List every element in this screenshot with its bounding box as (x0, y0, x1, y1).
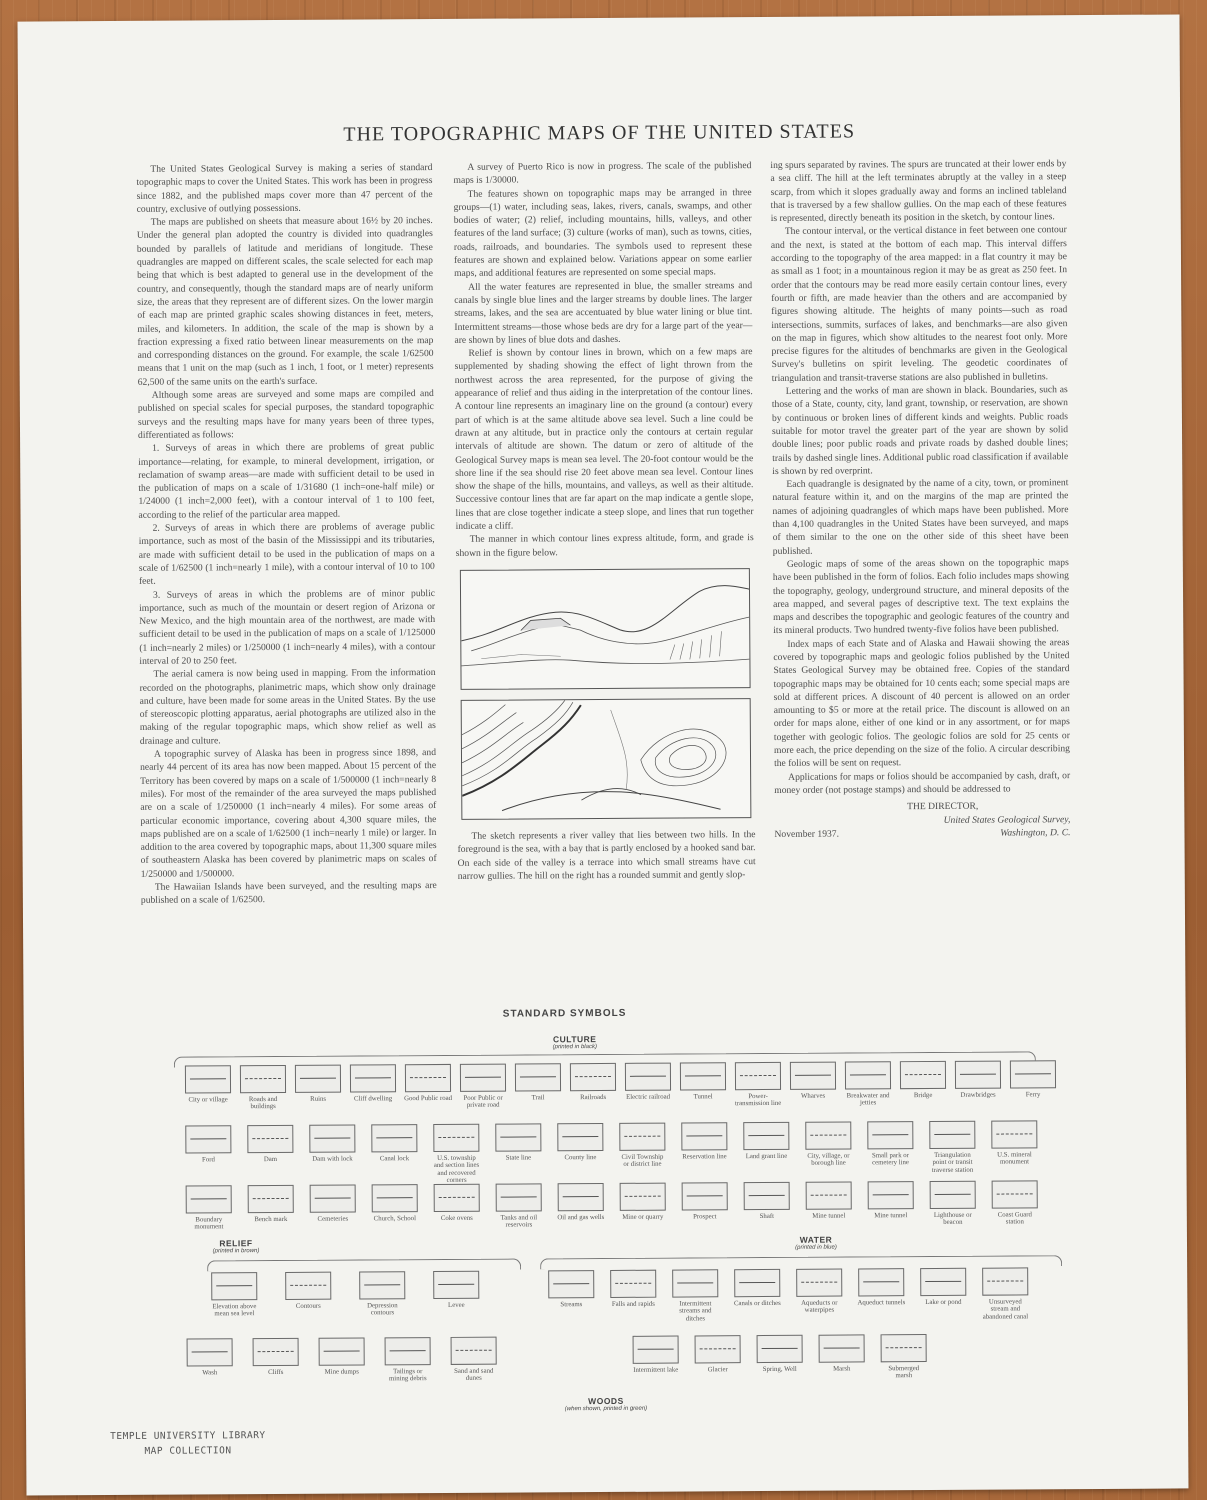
standard-symbols-heading: STANDARD SYMBOLS (502, 1007, 627, 1020)
paragraph: Each quadrangle is designated by the name of a city, town, or prominent natural feature within it, and on the margins of the map are printed the names of adjoining quadrangles of which maps have been published. More than 4,100 quadrangles in the United States have been surveyed, and maps of them similar to the one on the other side of this sheet have been published. (772, 477, 1069, 557)
map-symbol (371, 1184, 419, 1223)
paragraph: The United States Geological Survey is making a series of standard topographic maps to cover the United States. This work has been in progress since 1882, and the published maps cover more than 47 percent of the country, exclusive of outlying possessions. (136, 162, 433, 215)
map-symbol (681, 1182, 729, 1221)
symbol-label: City or village (188, 1096, 228, 1104)
symbol-swatch (319, 1337, 365, 1365)
symbol-swatch (681, 1122, 727, 1150)
symbol-label: Canal lock (379, 1155, 410, 1163)
map-symbol (991, 1180, 1039, 1226)
symbol-swatch (309, 1125, 355, 1153)
map-symbol (239, 1065, 287, 1111)
symbol-swatch (285, 1272, 331, 1300)
paragraph: The manner in which contour lines express altitude, form, and grade is shown in the figure below. (455, 532, 754, 559)
map-symbol (252, 1338, 300, 1377)
symbol-swatch (460, 1064, 506, 1092)
map-symbol (569, 1063, 617, 1102)
map-symbol (514, 1063, 562, 1102)
symbol-swatch (806, 1181, 852, 1209)
map-symbol (624, 1063, 672, 1102)
symbol-label: Land grant line (745, 1152, 788, 1161)
symbol-label: Unsurveyed stream and abandoned canal (982, 1298, 1029, 1321)
symbol-label: Mine or quarry (622, 1213, 664, 1221)
symbol-label: City, village, or borough line (807, 1152, 850, 1168)
symbol-swatch (186, 1185, 232, 1213)
symbol-swatch (211, 1272, 257, 1300)
symbol-label: Ruins (310, 1095, 327, 1103)
map-symbol (742, 1122, 790, 1161)
map-symbol (880, 1334, 928, 1380)
signature-heading: THE DIRECTOR, (907, 800, 979, 813)
symbol-swatch (557, 1123, 603, 1151)
symbol-swatch (633, 1336, 679, 1364)
symbol-swatch (372, 1184, 418, 1212)
map-symbol (184, 1125, 232, 1164)
map-symbol (557, 1183, 605, 1222)
symbol-label: Glacier (707, 1366, 728, 1374)
paragraph: All the water features are represented in blue, the smaller streams and canals by single blue lines and the larger streams by double lines. The larger streams, lakes, and the sea are accentuated by blue water lining or blue tint. Intermittent streams—those whose beds are dry for a large part of the year—are shown by lines of blue dots and dashes. (454, 279, 753, 346)
paragraph: The aerial camera is now being used in mapping. From the information recorded on the photographs, planimetric maps, which show only drainage and culture, have been made for some areas in the United States. By the use of stereoscopic plotting apparatus, aerial photographs are utilized also in the making of the regular topographic maps, which show relief as well as drainage and culture. (139, 667, 436, 747)
symbol-swatch (982, 1267, 1028, 1295)
symbol-swatch (515, 1063, 561, 1091)
map-symbol (294, 1065, 342, 1104)
symbol-label: Tailings or mining debris (388, 1368, 427, 1383)
symbol-label: Aqueducts or waterpipes (801, 1299, 838, 1315)
symbol-swatch (744, 1182, 790, 1210)
symbol-swatch (796, 1269, 842, 1297)
water-heading: WATER (799, 1234, 833, 1245)
symbol-label: Shaft (759, 1212, 775, 1221)
symbol-label: Bench mark (254, 1215, 288, 1224)
symbol-label: Oil and gas wells (557, 1214, 605, 1222)
paragraph: A topographic survey of Alaska has been in progress since 1898, and nearly 44 percent of its area has now been mapped. About 15 percent of the Territory has been covered by maps on a scale of 1/500000 (1 inch=nearly 8 miles). For most of the remainder of the area surveyed the maps published are on a scale of 1/250000 (1 inch=nearly 4 miles). For some areas of particular economic importance, covering about 4,300 square miles, the maps published are on a scale of 1/62500 (1 inch=nearly 1 mile) or larger. In addition to the area covered by topographic maps, about 11,300 square miles of southeastern Alaska has been covered by planimetric maps on scales of 1/250000 and 1/500000. (140, 747, 437, 880)
symbol-swatch (991, 1120, 1037, 1148)
symbol-label: Tanks and oil reservoirs (500, 1214, 538, 1230)
symbol-swatch (680, 1062, 726, 1090)
symbol-swatch (735, 1062, 781, 1090)
paragraph: Although some areas are surveyed and some maps are compiled and published on special scales for special purposes, the standard topographic surveys and the resulting maps have for many years been of three types, differentiated as follows: (137, 388, 434, 441)
woods-heading: WOODS (588, 1395, 624, 1407)
signature-row (774, 826, 1070, 841)
symbol-label: Power-transmission line (734, 1092, 782, 1108)
signature-date: November 1937. (774, 828, 840, 840)
symbol-label: Triangulation point or transit traverse station (931, 1151, 974, 1174)
symbol-label: Prospect (693, 1213, 717, 1221)
paragraph: The sketch represents a river valley that lies between two hills. In the foreground is the sea, with a bay that is partly enclosed by a hooked sand bar. On each side of the valley is a terrace into which small streams have cut narrow gullies. The hill on the right has a rounded summit and gently slop- (457, 828, 756, 882)
map-symbol (734, 1062, 782, 1108)
map-symbol (756, 1335, 804, 1374)
symbol-label: Elevation above mean sea level (212, 1303, 257, 1318)
symbol-swatch (433, 1124, 479, 1152)
symbol-swatch (570, 1063, 616, 1091)
map-symbol (184, 1065, 232, 1104)
page-title: THE TOPOGRAPHIC MAPS OF THE UNITED STATES (343, 120, 856, 146)
symbol-label: Railroads (580, 1093, 607, 1102)
symbol-swatch (625, 1063, 671, 1091)
relief-bracket (207, 1259, 521, 1272)
symbol-label: Intermittent lake (633, 1366, 679, 1374)
map-symbol (349, 1064, 397, 1103)
symbol-swatch (548, 1270, 594, 1298)
symbol-swatch (819, 1334, 865, 1362)
symbol-label: Ford (202, 1156, 215, 1164)
symbol-swatch (734, 1269, 780, 1297)
symbol-label: Tunnel (693, 1093, 713, 1101)
symbol-label: Depression contours (367, 1302, 398, 1317)
map-symbol (844, 1061, 892, 1107)
symbol-label: Cliffs (268, 1368, 284, 1377)
symbol-swatch (619, 1123, 665, 1151)
map-symbol (547, 1270, 595, 1309)
paragraph: Lettering and the works of man are shown in black. Boundaries, such as those of a State, county, city, land grant, township, or reservation, are shown by continuous or broken lines of different kinds and weights. Public roads suitable for motor travel the greater part of the year are shown by solid double lines; poor public roads and private roads by dashed double lines; trails by dashed single lines. Additional public road classification if available is shown by red overprint. (771, 384, 1069, 477)
symbol-label: County line (564, 1154, 597, 1162)
symbol-swatch (434, 1184, 480, 1212)
culture-heading: CULTURE (552, 1034, 597, 1045)
map-symbol (981, 1267, 1029, 1321)
symbol-swatch (253, 1338, 299, 1366)
map-symbol (495, 1183, 543, 1229)
symbol-swatch (451, 1337, 497, 1365)
paragraph: The Hawaiian Islands have been surveyed, and the resulting maps are published on a scale of 1/62500. (140, 880, 437, 907)
symbol-label: Aqueduct tunnels (857, 1299, 906, 1307)
symbol-swatch (868, 1181, 914, 1209)
symbol-label: Spring, Well (762, 1365, 797, 1374)
symbol-label: Mine tunnel (874, 1212, 908, 1220)
map-symbol (857, 1268, 905, 1307)
symbol-swatch (682, 1182, 728, 1210)
symbol-swatch (247, 1125, 293, 1153)
paragraph: 1. Surveys of areas in which there are problems of great public importance—relating, for example, to mineral development, irrigation, or reclamation of swamp areas—are made with sufficient detail to be used in the publication of maps on a scale of 1/31680 (1 inch=one-half mile) or 1/24000 (1 inch=2,000 feet), with a contour interval of 1 to 100 feet, according to the relief of the particular area mapped. (138, 441, 435, 521)
relief-heading: RELIEF (219, 1238, 253, 1249)
symbol-swatch (929, 1121, 975, 1149)
map-symbol (309, 1185, 357, 1224)
symbol-swatch (881, 1334, 927, 1362)
text-column-1 (136, 161, 437, 907)
symbol-swatch (185, 1125, 231, 1153)
text-column-3 (770, 157, 1070, 841)
map-symbol (246, 1125, 294, 1164)
symbol-label: Streams (560, 1301, 583, 1309)
symbol-swatch (310, 1185, 356, 1213)
map-symbol (556, 1123, 604, 1162)
map-symbol (432, 1271, 480, 1310)
map-symbol (805, 1181, 853, 1220)
paragraph: ing spurs separated by ravines. The spurs are truncated at their lower ends by a sea cliff. The hill at the left terminates abruptly at the valley in a steep scarp, from which it slopes gradually away and forms an inclined tableland that is traversed by a few shallow gullies. On the map each of these features is represented, directly beneath its position in the sketch, by contour lines. (770, 158, 1067, 225)
culture-subtitle: (printed in black) (552, 1044, 597, 1051)
symbol-label: Poor Public or private road (463, 1094, 503, 1110)
map-symbol (679, 1062, 727, 1101)
symbol-swatch (240, 1065, 286, 1093)
symbol-label: Civil Township or district line (621, 1153, 664, 1169)
symbol-swatch (350, 1064, 396, 1092)
symbol-swatch (1010, 1060, 1056, 1088)
symbol-label: Small park or cemetery line (871, 1152, 909, 1167)
map-symbol (928, 1121, 976, 1175)
map-symbol (432, 1124, 480, 1185)
map-symbol (247, 1185, 295, 1224)
map-symbol (186, 1338, 234, 1377)
symbol-label: Coke ovens (440, 1214, 473, 1222)
symbol-label: Bridge (913, 1091, 933, 1100)
symbol-label: Breakwater and jetties (846, 1092, 890, 1107)
map-symbol (185, 1185, 233, 1231)
symbol-label: Wharves (800, 1092, 826, 1100)
map-symbol (618, 1123, 666, 1169)
symbol-label: Roads and buildings (248, 1095, 278, 1111)
symbol-label: Wash (202, 1369, 218, 1377)
symbol-swatch (805, 1121, 851, 1149)
symbol-label: Mine dumps (324, 1368, 359, 1376)
map-symbol (919, 1268, 967, 1307)
symbol-swatch (858, 1268, 904, 1296)
map-symbol (210, 1272, 258, 1318)
symbol-label: Intermittent streams and ditches (679, 1300, 712, 1323)
stamp-line-2: MAP COLLECTION (144, 1445, 232, 1457)
symbol-label: Sand and sand dunes (454, 1367, 494, 1383)
symbol-swatch (900, 1061, 946, 1089)
symbol-swatch (955, 1061, 1001, 1089)
signature-place: Washington, D. C. (1000, 826, 1071, 839)
symbol-label: Marsh (833, 1365, 851, 1373)
symbol-label: Boundary monument (194, 1216, 224, 1231)
symbol-swatch (757, 1335, 803, 1363)
paragraph: 2. Surveys of areas in which there are problems of average public importance, such as most of the basin of the Mississippi and its tributaries, are made with sufficient detail to be used in the publication of maps on a scale of 1/62500 (1 inch=nearly 1 mile), with a contour interval of 10 to 100 feet. (138, 521, 435, 588)
paragraph: The features shown on topographic maps may be arranged in three groups—(1) water, including seas, lakes, rivers, canals, swamps, and other bodies of water; (2) relief, including mountains, hills, valleys, and other features of the land surface; (3) culture (works of man), such as towns, cities, roads, railroads, and boundaries. The symbols used to represent these features are shown and explained below. Variations appear on some earlier maps, and additional features are represented on some special maps. (453, 186, 753, 280)
symbol-swatch (385, 1337, 431, 1365)
symbol-swatch (610, 1270, 656, 1298)
map-symbol (450, 1337, 498, 1383)
paragraph: Geologic maps of some of the areas shown on the topographic maps have been published in the form of folios. Each folio includes maps showing the topography, geology, underground structure, and mineral deposits of the area mapped, and several pages of descriptive text. The text explains the maps and describes the topographic and geologic features of the country and its mineral products. Two hundred twenty-five folios have been published. (772, 557, 1070, 637)
relief-subtitle: (printed in brown) (212, 1248, 260, 1255)
map-symbol (899, 1061, 947, 1100)
symbol-swatch (845, 1061, 891, 1089)
symbol-swatch (790, 1062, 836, 1090)
map-symbol (818, 1334, 866, 1373)
symbol-swatch (371, 1124, 417, 1152)
symbol-label: Falls and rapids (611, 1300, 655, 1308)
map-symbol (694, 1335, 742, 1374)
map-symbol (284, 1272, 332, 1311)
symbol-swatch (695, 1335, 741, 1363)
map-symbol (370, 1124, 418, 1163)
symbol-swatch (433, 1271, 479, 1299)
map-sheet (18, 14, 1189, 1495)
map-symbol (494, 1123, 542, 1162)
symbol-label: Trail (531, 1094, 545, 1102)
map-symbol (358, 1271, 406, 1317)
symbol-label: Cliff dwelling (353, 1095, 393, 1103)
symbol-label: Lake or pond (925, 1298, 962, 1307)
symbol-label: Ferry (1025, 1091, 1041, 1099)
map-symbol (384, 1337, 432, 1383)
map-symbol (954, 1061, 1002, 1100)
map-symbol (632, 1336, 680, 1375)
symbol-label: Reservation line (682, 1153, 727, 1161)
symbol-swatch (185, 1065, 231, 1093)
symbol-label: Good Public road (404, 1094, 453, 1103)
map-symbol (1009, 1060, 1057, 1099)
map-symbol (789, 1062, 837, 1101)
paragraph: Index maps of each State and of Alaska and Hawaii showing the areas covered by topographic maps and geologic folios published by the United States Geological Survey may be obtained free. Copies of the standard topographic maps may be obtained for 10 cents each; some special maps are sold at different prices. A discount of 40 percent is allowed on an order amounting to $5 or more at the retail price. The discount is allowed on an order for maps alone, either of one kind or in any assortment, or for maps together with geologic folios. The geologic folios are sold for 25 cents or more each, the price depending on the size of the folio. A circular describing the folios will be sent on request. (773, 636, 1071, 770)
map-symbol (929, 1181, 977, 1227)
symbol-swatch (867, 1121, 913, 1149)
landscape-sketch-figure (460, 568, 751, 690)
symbol-swatch (920, 1268, 966, 1296)
symbol-label: Church, School (373, 1215, 416, 1223)
text-column-2 (453, 159, 755, 883)
paragraph: A survey of Puerto Rico is now in progress. The scale of the published maps is 1/30000. (453, 160, 752, 187)
symbol-label: Cemeteries (317, 1215, 349, 1223)
map-symbol (671, 1269, 719, 1323)
symbol-label: Submerged marsh (888, 1365, 920, 1380)
paragraph: Relief is shown by contour lines in brown, which on a few maps are supplemented by shading showing the effect of light thrown from the northwest across the area represented, for the purpose of giving the appearance of relief and thus aiding in the interpretation of the contour lines. A contour line represents an imaginary line on the ground (a contour) every part of which is at the same altitude above sea level. Such a line could be drawn at any altitude, but in practice only the contours at certain regular intervals of altitude are shown. The datum or zero of altitude of the Geological Survey maps is mean sea level. The 20-foot contour would be the shore line if the sea should rise 20 feet above mean sea level. Contour lines show the shape of the hills, mountains, and valleys, as well as their altitude. Successive contour lines that are far apart on the map indicate a gentle slope, lines that are close together indicate a steep slope, and lines that run together indicate a cliff. (454, 346, 754, 532)
symbol-label: Dam with lock (312, 1155, 353, 1163)
stamp-line-1: TEMPLE UNIVERSITY LIBRARY (110, 1430, 266, 1443)
symbol-swatch (743, 1122, 789, 1150)
symbol-swatch (496, 1183, 542, 1211)
signature-org: United States Geological Survey, (943, 813, 1071, 826)
symbol-label: U.S. mineral monument (997, 1151, 1032, 1166)
symbol-swatch (187, 1338, 233, 1366)
symbol-label: Levee (448, 1301, 465, 1309)
library-stamp (110, 1428, 266, 1459)
symbol-swatch (405, 1064, 451, 1092)
symbol-label: State line (505, 1154, 532, 1162)
symbol-label: U.S. township and section lines and recovered corners (433, 1154, 480, 1185)
map-symbol (804, 1121, 852, 1167)
symbol-swatch (930, 1181, 976, 1209)
map-symbol (433, 1184, 481, 1223)
symbol-swatch (248, 1185, 294, 1213)
map-symbol (459, 1064, 507, 1110)
map-symbol (733, 1269, 781, 1308)
symbol-label: Drawbridges (960, 1091, 996, 1099)
symbol-swatch (558, 1183, 604, 1211)
map-symbol (308, 1125, 356, 1164)
woods-subtitle: (when shown, printed in green) (564, 1405, 648, 1413)
map-symbol (318, 1337, 366, 1376)
symbol-swatch (672, 1269, 718, 1297)
map-symbol (743, 1182, 791, 1221)
map-symbol (609, 1270, 657, 1309)
symbol-label: Coast Guard station (997, 1211, 1032, 1226)
symbol-swatch (359, 1271, 405, 1299)
symbol-swatch (295, 1065, 341, 1093)
map-symbol (404, 1064, 452, 1103)
symbol-swatch (495, 1123, 541, 1151)
map-symbol (990, 1120, 1038, 1166)
symbol-swatch (620, 1183, 666, 1211)
paragraph: The contour interval, or the vertical distance in feet between one contour and the next, is stated at the bottom of each map. This interval differs according to the topography of the area mapped: in a flat country it may be as small as 1 foot; in a mountainous region it may be as great as 250 feet. In order that the contours may be read more easily certain contour lines, every fourth or fifth, are made heavier than the others and are accompanied by figures showing altitude. The heights of many points—such as road intersections, summits, surfaces of lakes, and benchmarks—are also given on the map in figures, which show altitudes to the nearest foot only. More precise figures for the altitudes of benchmarks are given in the Geological Survey's bulletins on spirit leveling. The geodetic coordinates of triangulation and transit-traverse stations are also published in bulletins. (770, 224, 1068, 384)
symbol-label: Mine tunnel (812, 1212, 846, 1220)
map-symbol (867, 1181, 915, 1220)
paragraph: 3. Surveys of areas in which the problems are of minor public importance, such as much of the mountain or desert region of Arizona or New Mexico, and the high mountain area of the northwest, are made with sufficient detail to be used in the publication of maps on a scale of 1/125000 (1 inch=nearly 2 miles) or 1/250000 (1 inch=nearly 4 miles), with a contour interval of 20 to 250 feet. (139, 587, 436, 667)
map-symbol (795, 1269, 843, 1315)
symbol-label: Contours (295, 1302, 321, 1310)
paragraph: The maps are published on sheets that measure about 16½ by 20 inches. Under the general plan adopted the country is divided into quadrangles bounded by parallels of latitude and meridians of longitude. These quadrangles are mapped on different scales, the scale selected for each map being that which is best adapted to general use in the development of the country, and consequently, though the standard maps are of nearly uniform size, the areas that they represent are of different sizes. On the lower margin of each map are printed graphic scales showing distances in feet, meters, miles, and kilometers. In addition, the scale of the map is shown by a fraction expressing a fixed ratio between linear measurements on the map and corresponding distances on the ground. For example, the scale 1/62500 means that 1 unit on the map (such as 1 inch, 1 foot, or 1 meter) represents 62,500 of the same units on the earth's surface. (136, 215, 434, 388)
map-symbol (680, 1122, 728, 1161)
symbol-swatch (992, 1180, 1038, 1208)
water-subtitle: (printed in blue) (795, 1244, 837, 1251)
symbol-label: Lighthouse or beacon (933, 1211, 972, 1227)
contour-map-figure (461, 698, 752, 820)
symbol-label: Dam (263, 1155, 278, 1164)
symbol-label: Electric railroad (626, 1093, 671, 1101)
paragraph: Applications for maps or folios should be accompanied by cash, draft, or money order (not postage stamps) and should be addressed to (774, 769, 1071, 796)
map-symbol (619, 1183, 667, 1222)
map-symbol (866, 1121, 914, 1167)
symbol-label: Canals or ditches (733, 1299, 781, 1308)
